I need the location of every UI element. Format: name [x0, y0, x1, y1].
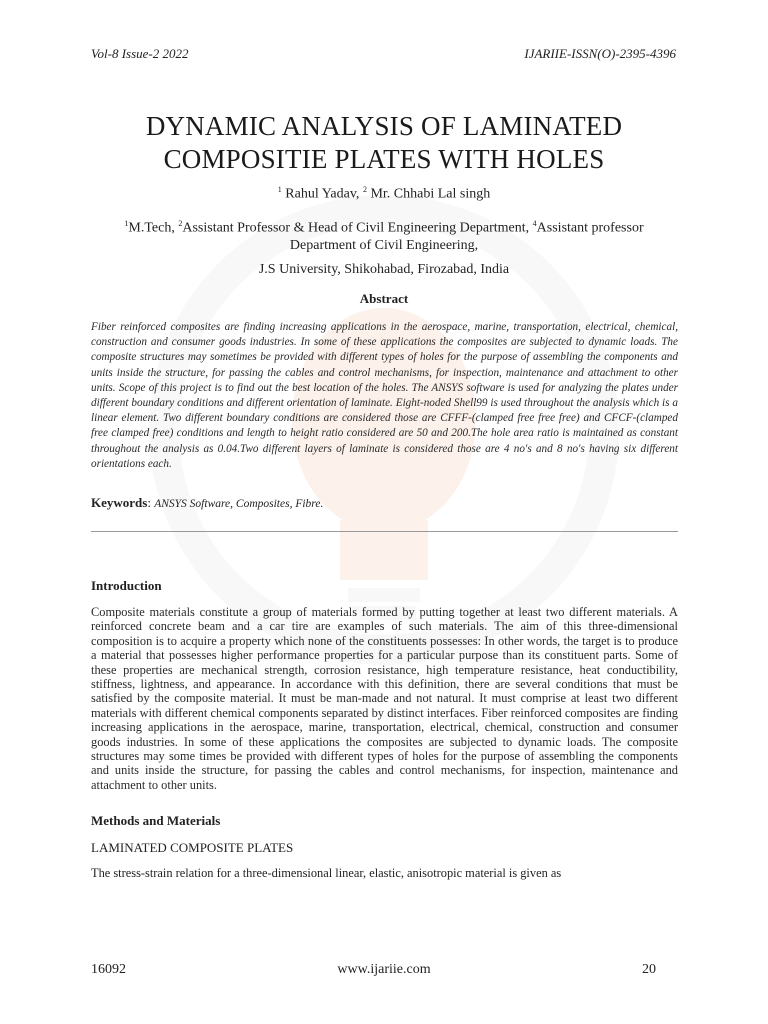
running-header-issn: IJARIIE-ISSN(O)-2395-4396	[524, 46, 676, 61]
section-divider	[91, 531, 678, 532]
author-1-marker: 1	[277, 185, 282, 194]
affiliation-3-marker: 4	[532, 219, 537, 228]
affiliation-2-marker: 2	[178, 219, 183, 228]
footer-paper-id: 16092	[91, 962, 126, 977]
footer-website: www.ijariie.com	[337, 962, 431, 977]
keywords-separator: :	[147, 495, 155, 510]
keywords	[91, 495, 323, 511]
abstract-body: Fiber reinforced composites are finding increasing applications in the aerospace, marine, transportation, electrical, chemical, construction and consumer goods industries. In some of these applications the composites are subjected to dynamic loads. The composite structures may sometimes be provided with different types of holes for the purpose of assembling the components and units inside the structure, for passing the cables and control mechanisms, for inspection, maintenance and attachment to other units. Scope of this project is to find out the best location of the holes. The ANSYS software is used for analyzing the plates under different boundary conditions and different orientation of laminate. Eight-noded Shell99 is used throughout the analysis which is a linear element. Two different boundary conditions are considered those are CFFF-(clamped free free free) and CFCF-(clamped free clamped free) conditions and length to height ratio considered are 50 and 200.The hole area ratio is maintained as constant throughout the analysis as 0.04.Two different layers of laminate is considered those are 4 no's and 8 no's having six different orientations each.	[91, 321, 678, 470]
affiliation-1: M.Tech,	[128, 220, 179, 236]
stress-strain-sentence: The stress-strain relation for a three-dimensional linear, elastic, anisotropic material is given as	[91, 866, 562, 880]
keywords-value: ANSYS Software, Composites, Fibre.	[154, 498, 324, 510]
introduction-body: Composite materials constitute a group of materials formed by putting together at least two different materials. A reinforced concrete beam and a car tire are examples of such materials. The aim of this three-dimensional composition is to acquire a property which none of the constituents possesses: In other words, the target is to produce a material that possesses higher performance properties for a particular purpose than its constituent parts. Some of these properties are mechanical strength, corrosion resistance, high temperature resistance, heat conductibility, stiffness, lightness, and appearance. In accordance with this definition, there are several conditions that must be satisfied by the composite material. It must be man-made and not natural. It must comprise at least two different materials with different chemical components separated by distinct interfaces. Fiber reinforced composites are finding increasing applications in the aerospace, marine, transportation, electrical, chemical, construction and consumer goods industries. In some of these applications the composites are subjected to dynamic loads. The composite structures may some times be provided with different types of holes for the purpose of assembling the components and units inside the structure, for passing the cables and control mechanisms, for inspection, maintenance and attachment to other units.	[91, 605, 678, 792]
paper-title	[0, 110, 768, 176]
page-number: 20	[642, 962, 656, 977]
affiliations	[100, 215, 668, 254]
laminated-plates-subheading: LAMINATED COMPOSITE PLATES	[91, 840, 294, 855]
author-list	[0, 185, 768, 203]
affiliation-3: Assistant professor Department of Civil Engineering,	[289, 220, 644, 253]
methods-heading: Methods and Materials	[91, 813, 221, 828]
abstract-heading: Abstract	[359, 291, 409, 306]
affiliation-2: Assistant Professor & Head of Civil Engineering Department,	[182, 220, 533, 236]
author-2-name: Mr. Chhabi Lal singh	[366, 186, 491, 202]
running-header-volume: Vol-8 Issue-2 2022	[91, 46, 189, 61]
title-line-2: COMPOSITIE PLATES WITH HOLES	[163, 144, 605, 174]
keywords-label: Keywords	[91, 495, 148, 510]
title-line-1: DYNAMIC ANALYSIS OF LAMINATED	[145, 111, 623, 141]
author-1-name: Rahul Yadav,	[281, 186, 363, 202]
affiliation-1-marker: 1	[124, 219, 129, 228]
university: J.S University, Shikohabad, Firozabad, India	[258, 262, 510, 277]
introduction-heading: Introduction	[91, 578, 162, 593]
author-2-marker: 2	[362, 185, 367, 194]
